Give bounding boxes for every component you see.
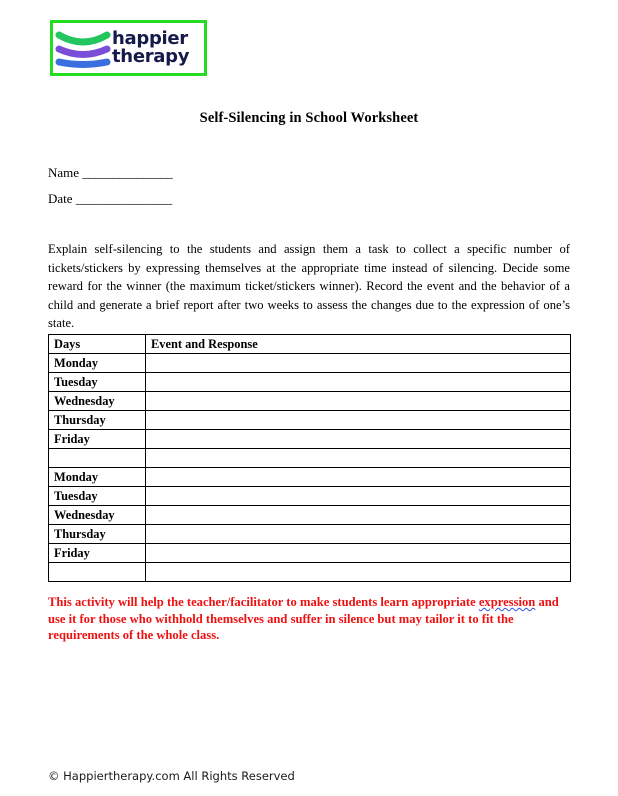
table-row — [49, 525, 571, 544]
cell-event-response[interactable] — [146, 525, 571, 544]
table-row — [49, 468, 571, 487]
cell-event-response[interactable] — [146, 449, 571, 468]
cell-event-response[interactable] — [146, 354, 571, 373]
table-spacer-row — [49, 449, 571, 468]
table-row — [49, 354, 571, 373]
date-field — [48, 191, 172, 207]
cell-event-response[interactable] — [146, 430, 571, 449]
name-field — [48, 165, 172, 181]
table-row — [49, 411, 571, 430]
name-blank-line[interactable]: _______________ — [82, 165, 173, 180]
cell-day — [49, 449, 146, 468]
note-text-start: This activity will help the teacher/facilitator to make students learn appropriate — [48, 595, 479, 609]
weekly-log-table — [48, 334, 571, 582]
cell-day: Friday — [49, 430, 146, 449]
cell-day: Monday — [49, 468, 146, 487]
page-title: Self-Silencing in School Worksheet — [199, 110, 419, 126]
cell-event-response[interactable] — [146, 563, 571, 582]
logo-word-therapy: therapy — [112, 46, 190, 67]
table-row — [49, 392, 571, 411]
table-row — [49, 487, 571, 506]
table-spacer-row — [49, 563, 571, 582]
logo-wordmark — [112, 30, 189, 66]
date-blank-line[interactable]: ________________ — [75, 191, 172, 206]
name-label: Name — [48, 165, 83, 180]
cell-event-response[interactable] — [146, 544, 571, 563]
cell-event-response[interactable] — [146, 506, 571, 525]
column-header-days: Days — [49, 335, 146, 354]
table-body — [49, 354, 571, 582]
cell-event-response[interactable] — [146, 392, 571, 411]
date-label: Date — [48, 191, 76, 206]
cell-event-response[interactable] — [146, 468, 571, 487]
footer-copyright: © Happiertherapy.com All Rights Reserved — [48, 769, 295, 783]
table-header-row — [49, 335, 571, 354]
activity-note — [48, 594, 570, 644]
note-text-end: and use it for those who withhold themselves and suffer in silence but may tailor it to fit the requirements of the whole class. — [48, 595, 559, 643]
cell-event-response[interactable] — [146, 373, 571, 392]
cell-day: Tuesday — [49, 373, 146, 392]
cell-day: Wednesday — [49, 392, 146, 411]
column-header-event-response: Event and Response — [146, 335, 571, 354]
table-row — [49, 373, 571, 392]
brand-logo — [50, 20, 207, 76]
cell-event-response[interactable] — [146, 411, 571, 430]
cell-day: Friday — [49, 544, 146, 563]
cell-day: Wednesday — [49, 506, 146, 525]
cell-day: Tuesday — [49, 487, 146, 506]
table-row — [49, 506, 571, 525]
cell-day: Thursday — [49, 411, 146, 430]
table-row — [49, 430, 571, 449]
cell-day — [49, 563, 146, 582]
instructions-paragraph: Explain self-silencing to the students and assign them a task to collect a specific number of tickets/stickers by expressing themselves at the appropriate time instead of silencing. Decide some reward for the winner (the maximum ticket/stickers winner). Record the event and the behavior of a child and generate a brief report after two weeks to assess the changes due to the expression of one’s state. — [48, 242, 570, 331]
cell-day: Thursday — [49, 525, 146, 544]
table-row — [49, 544, 571, 563]
cell-event-response[interactable] — [146, 487, 571, 506]
cell-day: Monday — [49, 354, 146, 373]
logo-word-happier: happier — [112, 28, 188, 49]
logo-arcs-icon — [55, 23, 111, 73]
note-flagged-word: expression — [478, 595, 536, 609]
